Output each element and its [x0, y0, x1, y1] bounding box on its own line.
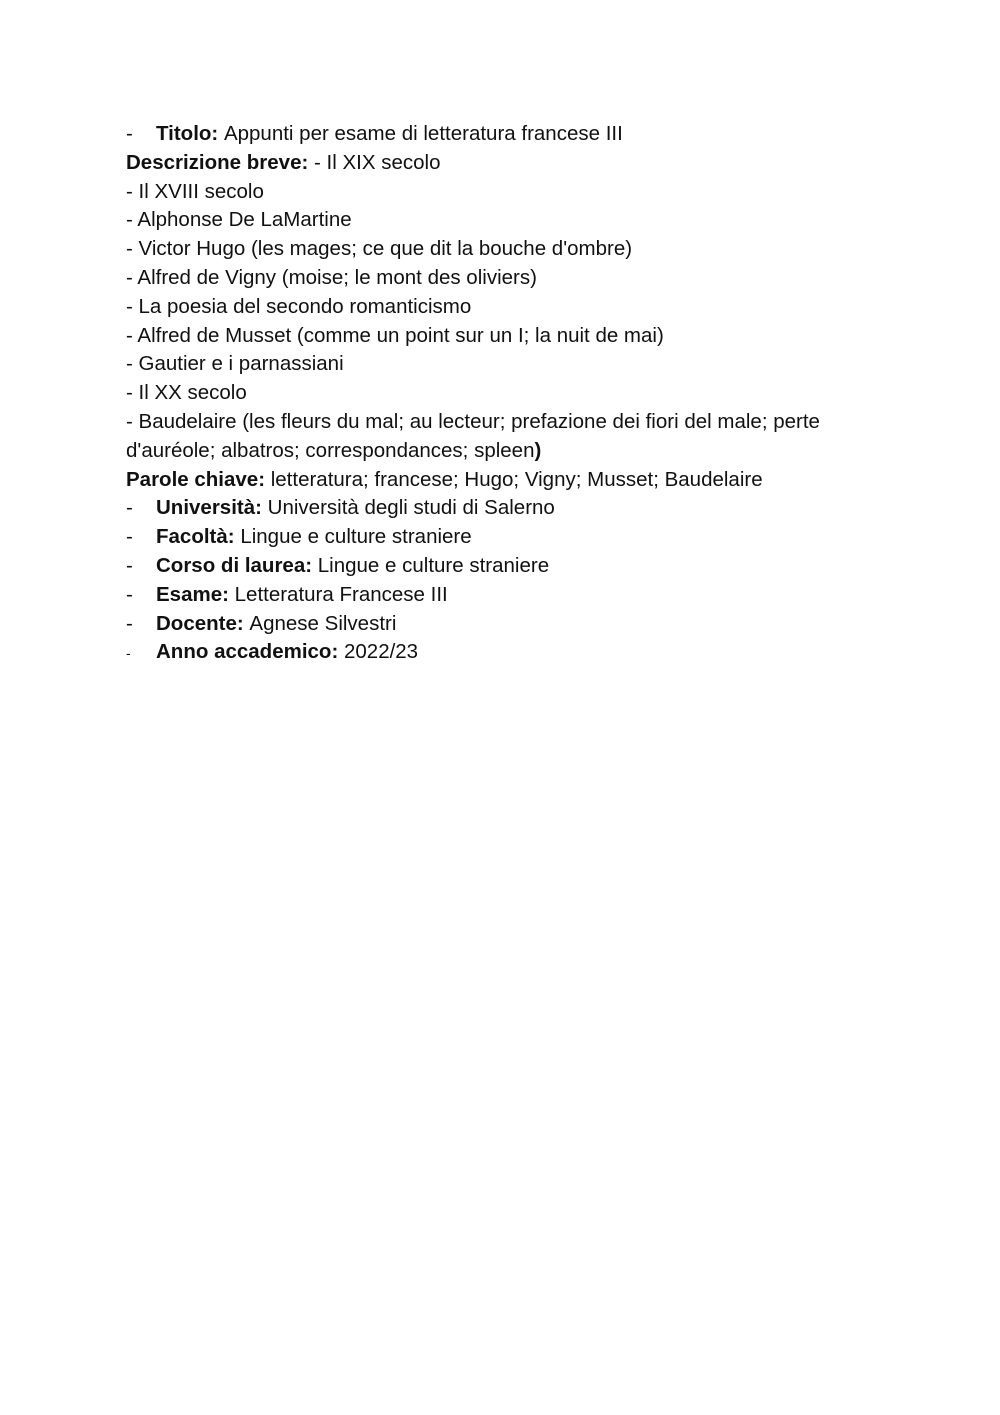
- description-line: - La poesia del secondo romanticismo: [126, 294, 472, 318]
- detail-dash: -: [126, 496, 133, 520]
- detail-row-anno: [126, 638, 886, 668]
- detail-row-esame: [126, 581, 886, 610]
- description-line: - Il XX secolo: [126, 381, 247, 405]
- detail-label: Facoltà:: [156, 525, 235, 549]
- detail-row-docente: [126, 610, 886, 639]
- description-row: [126, 149, 886, 178]
- detail-value: Università degli studi di Salerno: [267, 496, 555, 520]
- detail-label: Esame:: [156, 582, 229, 606]
- description-line: - Il XVIII secolo: [126, 179, 264, 203]
- baudelaire-close: ): [534, 438, 542, 462]
- detail-dash: -: [126, 553, 133, 577]
- detail-label: Corso di laurea:: [156, 553, 313, 577]
- keywords-label: Parole chiave:: [126, 467, 266, 491]
- title-dash: -: [126, 122, 133, 145]
- detail-label: Docente:: [156, 611, 244, 635]
- title-value: Appunti per esame di letteratura francese III: [223, 122, 623, 145]
- detail-value: Lingue e culture straniere: [317, 553, 550, 577]
- detail-row-facolta: [126, 523, 886, 552]
- keywords-value: letteratura; francese; Hugo; Vigny; Musset; Baudelaire: [270, 467, 763, 491]
- detail-label: Università:: [156, 496, 262, 520]
- description-line: - Alfred de Vigny (moise; le mont des oliviers): [126, 265, 537, 289]
- detail-dash: -: [126, 611, 133, 635]
- baudelaire-text: - Baudelaire (les fleurs du mal; au lecteur; prefazione dei fiori del male; perte d'auréole; albatros; correspondances; spleen: [126, 409, 820, 462]
- detail-value: 2022/23: [343, 640, 419, 664]
- description-line: - Alphonse De LaMartine: [126, 208, 352, 232]
- detail-label: Anno accademico:: [156, 640, 339, 664]
- description-line: - Alfred de Musset (comme un point sur un I; la nuit de mai): [126, 323, 664, 347]
- detail-dash: -: [126, 525, 133, 549]
- keywords-row: [126, 466, 886, 495]
- description-line: - Gautier e i parnassiani: [126, 352, 344, 376]
- detail-value: Agnese Silvestri: [249, 611, 397, 635]
- baudelaire-paragraph: [126, 408, 886, 466]
- detail-row-corso: [126, 552, 886, 581]
- detail-row-universita: [126, 494, 886, 523]
- detail-value: Lingue e culture straniere: [240, 525, 472, 549]
- detail-dash: -: [126, 645, 131, 662]
- detail-value: Letteratura Francese III: [234, 582, 448, 606]
- description-line: - Victor Hugo (les mages; ce que dit la bouche d'ombre): [126, 237, 633, 261]
- description-first: - Il XIX secolo: [314, 150, 441, 174]
- title-label: Titolo:: [156, 122, 219, 145]
- description-label: Descrizione breve:: [126, 150, 309, 174]
- document-content: [126, 120, 886, 668]
- title-row: [126, 120, 886, 149]
- detail-dash: -: [126, 582, 133, 606]
